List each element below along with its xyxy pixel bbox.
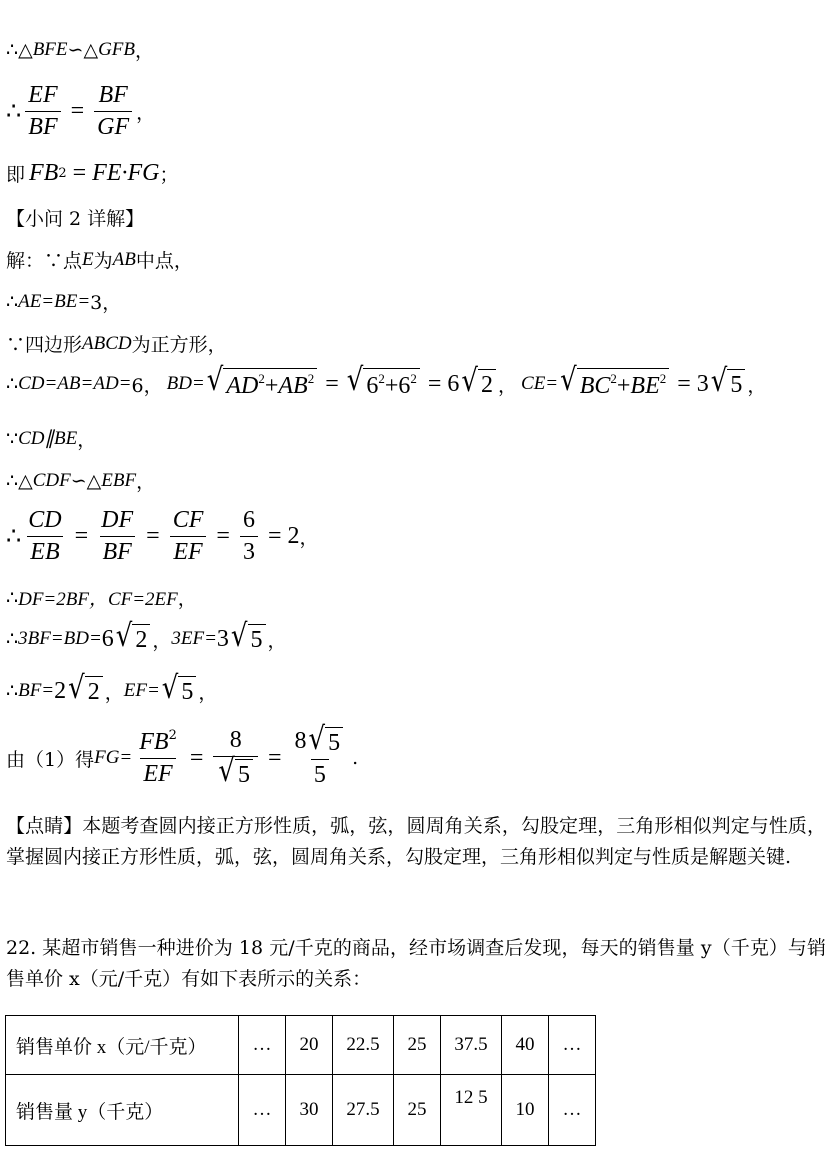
line-ratio-ef-bf	[6, 82, 155, 141]
plus: +	[264, 373, 279, 399]
cell: 12 5	[441, 1075, 502, 1146]
punct: ，	[136, 102, 156, 124]
punct: ；	[159, 164, 179, 186]
punct: ，	[198, 681, 218, 704]
ab: AB	[278, 373, 308, 399]
similar-sign: ∽△	[67, 38, 99, 61]
six: 6	[398, 373, 411, 399]
line-df-cf	[6, 584, 197, 611]
therefore: ∴	[6, 290, 19, 313]
equals: =	[72, 160, 87, 186]
five: 5	[248, 624, 266, 654]
cell: …	[239, 1016, 286, 1075]
punct: ，	[77, 429, 97, 451]
plus: +	[384, 373, 399, 399]
fraction-cd-eb	[25, 507, 64, 566]
fraction-df-bf	[98, 507, 136, 566]
five: 5	[325, 727, 343, 757]
punct: ，	[104, 681, 124, 704]
table-row	[6, 1016, 596, 1075]
equals: =	[677, 370, 691, 397]
plus: +	[616, 373, 631, 399]
therefore: ∴	[6, 373, 19, 395]
equals: =	[189, 744, 204, 771]
sqrt-bd: √ $AD^2+AB^2$	[207, 368, 317, 400]
equals: =	[267, 744, 282, 771]
expr: 3EF=	[171, 628, 217, 649]
two: 2	[132, 624, 150, 654]
triangle-cdf: CDF	[32, 469, 71, 491]
cell: 22.5	[333, 1016, 394, 1075]
text: 中点，	[135, 250, 193, 272]
equals: =	[267, 523, 282, 549]
row-header-quantity: 销售量 y（千克）	[6, 1075, 239, 1146]
table-row	[6, 1075, 596, 1146]
problem-22-paragraph: 22. 某超市销售一种进价为 18 元/千克的商品，经市场调查后发现，每天的销售量 y（千克）与销售单价 x（元/千克）有如下表所示的关系：	[6, 937, 826, 990]
quad-abcd: ABCD	[82, 332, 132, 354]
coef: 6	[101, 625, 114, 652]
equals: =	[216, 523, 230, 549]
denominator: BF	[100, 536, 135, 566]
equals: =	[427, 370, 442, 397]
two: 2	[85, 676, 103, 706]
cell: 10	[502, 1075, 549, 1146]
punct: ，	[152, 629, 172, 652]
text: ∵四边形	[6, 334, 83, 356]
coef: 3	[216, 625, 229, 652]
price-quantity-table	[5, 1015, 596, 1146]
similar-sign: ∽△	[70, 469, 102, 492]
line-square-abcd	[6, 330, 227, 357]
eight: 8	[294, 728, 307, 754]
fb: FB	[29, 160, 59, 186]
expr: CD∥BE	[18, 428, 78, 449]
text: 为	[93, 250, 113, 272]
therefore: ∴	[6, 524, 22, 550]
ji-label: 即	[6, 164, 26, 186]
fraction-6-3	[240, 507, 258, 566]
exponent: 2	[258, 371, 265, 386]
denominator: EF	[170, 536, 205, 566]
five: 5	[235, 759, 253, 789]
section-heading-q2: 【小问 2 详解】	[6, 208, 145, 230]
denominator: 3	[240, 536, 258, 566]
ad: AD	[226, 373, 259, 399]
punct: ，	[498, 374, 518, 397]
result: 2	[287, 523, 300, 549]
coef: 2	[54, 677, 67, 704]
fb: FB	[139, 729, 169, 755]
therefore-triangle: ∴△	[6, 38, 33, 61]
fe-fg: FE·FG	[92, 160, 160, 186]
cell: …	[239, 1075, 286, 1146]
triangle-ebf: EBF	[101, 469, 137, 491]
value: 3，	[90, 292, 122, 314]
punct: ，	[299, 527, 319, 549]
therefore-triangle: ∴△	[6, 469, 33, 492]
punct: .	[352, 747, 359, 769]
denominator: 5	[311, 759, 329, 789]
value: 6，	[131, 374, 163, 397]
equals: =	[325, 370, 339, 397]
line-similar-cdf-ebf	[6, 467, 155, 494]
sqrt-two: √ 2	[461, 369, 496, 399]
fraction-8sqrt5-5: 8 √ 5 5	[292, 727, 349, 789]
punct: ，	[135, 40, 155, 62]
be: BE	[630, 373, 660, 399]
cell: 37.5	[441, 1016, 502, 1075]
expr: DF=2BF，CF=2EF	[18, 589, 178, 610]
cell: 25	[394, 1075, 441, 1146]
sqrt-ce: √ $BC^2+BE^2$	[560, 368, 669, 400]
cell: 30	[286, 1075, 333, 1146]
coef: 6	[447, 370, 460, 397]
because: ∵	[6, 427, 19, 450]
exponent: 2	[610, 371, 617, 386]
denominator: EF	[140, 758, 175, 788]
line-cd-parallel-be	[6, 425, 96, 452]
expr: 3BF=BD=	[18, 628, 102, 649]
exponent: 2	[410, 371, 417, 386]
sqrt-numbers: √ $6^2+6^2$	[347, 368, 420, 400]
fraction-bf-gf	[94, 82, 132, 141]
expr: AE=BE=	[18, 290, 91, 312]
exponent: 2	[58, 166, 67, 181]
two: 2	[478, 369, 496, 399]
line-similar-bfe-gfb	[6, 36, 154, 63]
cell: 40	[502, 1016, 549, 1075]
therefore: ∴	[6, 680, 19, 702]
text: 由（1）得	[6, 748, 95, 771]
triangle-gfb: GFB	[98, 38, 136, 60]
cell: …	[549, 1016, 596, 1075]
coef: 3	[696, 370, 709, 397]
denominator: EB	[27, 536, 62, 566]
expr: CD=AB=AD=	[18, 373, 132, 394]
cell: 27.5	[333, 1075, 394, 1146]
fraction-8-sqrt5: 8 √ 5	[213, 727, 258, 789]
sqrt-five: √ 5	[162, 676, 197, 706]
text: 为正方形，	[131, 334, 227, 356]
exponent: 2	[307, 371, 315, 386]
sqrt-two: √ 2	[116, 624, 151, 654]
exponent: 2	[378, 371, 385, 386]
fraction-fb2-ef	[136, 728, 180, 788]
therefore: ∴	[6, 586, 19, 609]
punct: ，	[747, 374, 767, 397]
text: 解：∵点	[6, 250, 83, 272]
equals: =	[70, 98, 85, 124]
bc: BC	[579, 373, 611, 399]
numerator: 6	[242, 507, 255, 533]
point-e: E	[82, 248, 94, 270]
expr: BF=	[18, 680, 55, 701]
numerator: CD	[28, 507, 62, 533]
exponent: 2	[659, 371, 667, 386]
cell: 25	[394, 1016, 441, 1075]
numerator: 8	[229, 727, 242, 753]
therefore: ∴	[6, 628, 19, 650]
line-fg-result	[6, 721, 359, 790]
numerator: CF	[172, 507, 204, 533]
punct: ，	[177, 588, 197, 610]
line-ae-be	[6, 288, 121, 315]
equals: =	[146, 523, 160, 549]
equals: =	[74, 523, 89, 549]
bd-label: BD=	[166, 373, 205, 394]
triangle-bfe: BFE	[32, 38, 68, 60]
line-3bf-3ef	[6, 618, 287, 655]
expr: EF=	[123, 680, 160, 701]
cell: …	[549, 1075, 596, 1146]
line-e-midpoint	[6, 246, 193, 273]
comment-paragraph: 【点睛】本题考查圆内接正方形性质，弧，弦，圆周角关系，勾股定理，三角形相似判定与性质，掌握圆内接正方形性质，弧，弦，圆周角关系，勾股定理，三角形相似判定与性质是解题关键.	[6, 815, 826, 868]
cell: 20	[286, 1016, 333, 1075]
sqrt-five: √ 5	[231, 624, 266, 654]
ce-label: CE=	[521, 373, 559, 394]
numerator: EF	[28, 82, 58, 108]
numerator: BF	[98, 82, 128, 108]
line-bd-ce	[6, 362, 767, 400]
punct: ，	[267, 629, 287, 652]
exponent: 2	[168, 728, 177, 743]
denominator: BF	[25, 111, 60, 141]
numerator: DF	[101, 507, 134, 533]
five: 5	[178, 676, 196, 706]
denominator: GF	[94, 111, 132, 141]
sqrt-five: √ 5	[711, 369, 746, 399]
line-ratio-chain	[6, 507, 319, 566]
line-fb-squared	[6, 160, 179, 187]
fg-label: FG=	[94, 747, 133, 768]
row-header-price: 销售单价 x（元/千克）	[6, 1016, 239, 1075]
five: 5	[727, 369, 745, 399]
fraction-ef-bf	[25, 82, 60, 141]
punct: ，	[136, 471, 156, 493]
sqrt-two: √ 2	[68, 676, 103, 706]
six: 6	[366, 373, 379, 399]
fraction-cf-ef	[170, 507, 207, 566]
therefore: ∴	[6, 99, 22, 125]
segment-ab: AB	[112, 248, 136, 270]
line-bf-ef	[6, 670, 218, 707]
